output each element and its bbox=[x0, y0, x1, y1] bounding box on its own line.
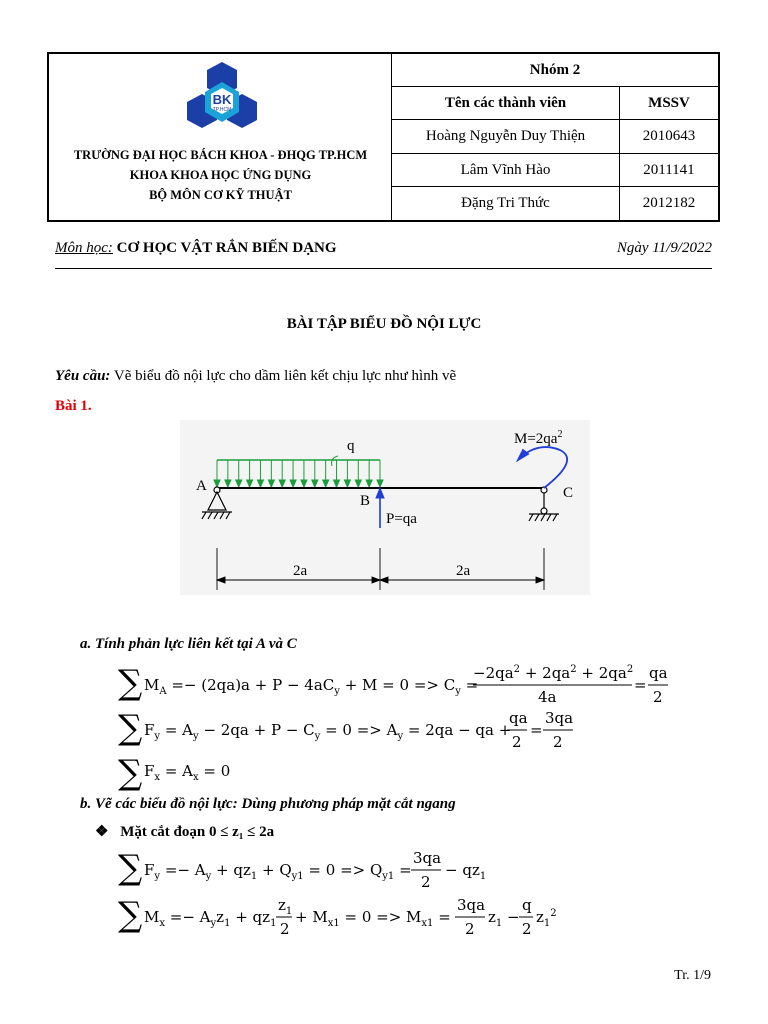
svg-text:2: 2 bbox=[421, 873, 431, 891]
force-label: P=qa bbox=[386, 511, 417, 527]
svg-text:−2qa2 + 2qa2 + 2qa2: $-2qa^2 + 2qa^2 + 2qa^2$ bbox=[473, 664, 634, 682]
load-label: q bbox=[347, 438, 355, 454]
svg-text:∑: ∑ bbox=[118, 708, 143, 748]
page-number: Tr. 1/9 bbox=[674, 968, 711, 983]
svg-text:Mx =− Ayz1 + qz1: $M_x =- A_yz_1 + qz_1$ bbox=[144, 908, 277, 929]
member-id: 2010643 bbox=[642, 128, 696, 144]
part-b-heading: b. Vẽ các biểu đồ nội lực: Dùng phương pháp mặt cắt ngang bbox=[80, 796, 456, 812]
svg-text:2: 2 bbox=[280, 920, 290, 938]
svg-text:Fx = Ax = 0: $F_x = A_x = 0$ bbox=[144, 762, 231, 783]
members-header: Tên các thành viên bbox=[392, 87, 620, 119]
point-c-label: C bbox=[563, 485, 574, 501]
svg-text:Fy = Ay − 2qa + P − Cy = 0 =>: $F_y = A_y - 2qa + P - C_y = 0 => A_y = 2qa$ − qa + bbox=[144, 721, 512, 742]
svg-text:qa: qa bbox=[649, 664, 668, 682]
point-b-label: B bbox=[360, 493, 371, 509]
course-name: CƠ HỌC VẬT RẮN BIẾN DẠNG bbox=[116, 240, 337, 256]
svg-text:∑: ∑ bbox=[118, 753, 143, 792]
dimension-2: 2a bbox=[456, 563, 471, 579]
equation-force-y bbox=[118, 705, 678, 755]
svg-text:∑: ∑ bbox=[118, 848, 143, 888]
moment-label: $M=2qa^2$ bbox=[514, 429, 563, 447]
svg-text:z1 −: $z_1$ − bbox=[488, 908, 520, 929]
part-a-heading: a. Tính phản lực liên kết tại A và C bbox=[80, 636, 297, 652]
svg-text:z12: $z_1^2$ bbox=[536, 908, 557, 929]
svg-text:3qa: 3qa bbox=[545, 709, 574, 727]
group-label: Nhóm 2 bbox=[529, 61, 581, 78]
svg-text:− qz1: − $qz_1$ bbox=[445, 861, 487, 882]
svg-text:2: 2 bbox=[522, 920, 532, 938]
university-logo bbox=[179, 60, 265, 132]
member-row bbox=[392, 120, 718, 154]
svg-text:2: 2 bbox=[465, 920, 475, 938]
svg-text:∑: ∑ bbox=[118, 895, 143, 935]
university-name: TRƯỜNG ĐẠI HỌC BÁCH KHOA - ĐHQG TP.HCM bbox=[73, 148, 368, 162]
equation-moment-a bbox=[118, 660, 678, 710]
problem-label: Bài 1. bbox=[55, 398, 92, 414]
svg-text:+ Mx1 = 0 => Mx1 =: + $M_{x1} = 0 => M_{x1}$ = bbox=[295, 908, 451, 929]
diamond-icon: ❖ bbox=[95, 824, 109, 840]
svg-text:4a: 4a bbox=[538, 688, 557, 706]
beam-figure bbox=[180, 420, 590, 605]
svg-text:2: 2 bbox=[653, 688, 663, 706]
requirement bbox=[55, 368, 456, 385]
member-name: Hoàng Nguyễn Duy Thiện bbox=[392, 120, 620, 153]
svg-text:3qa: 3qa bbox=[457, 896, 486, 914]
section-bullet bbox=[95, 822, 274, 841]
member-id: 2011141 bbox=[643, 161, 695, 178]
dimension-1: 2a bbox=[293, 563, 308, 579]
logo-text: BK bbox=[212, 92, 232, 107]
section-label: Mặt cắt đoạn 0 ≤ z₁ ≤ 2a bbox=[120, 824, 275, 840]
id-header: MSSV bbox=[648, 94, 690, 111]
faculty-name: KHOA KHOA HỌC ỨNG DỤNG bbox=[129, 168, 312, 182]
department-name: BỘ MÔN CƠ KỸ THUẬT bbox=[149, 188, 292, 202]
member-name: Lâm Vĩnh Hào bbox=[392, 154, 620, 186]
member-name: Đặng Tri Thức bbox=[392, 187, 620, 220]
course-line bbox=[55, 240, 712, 269]
requirement-text: Vẽ biểu đồ nội lực cho dầm liên kết chịu lực như hình vẽ bbox=[113, 368, 457, 384]
document-title: BÀI TẬP BIỂU ĐỒ NỘI LỰC bbox=[286, 316, 482, 332]
header-table bbox=[47, 52, 720, 222]
equation-shear bbox=[118, 845, 538, 895]
svg-text:=: = bbox=[530, 721, 543, 739]
requirement-label: Yêu cầu: bbox=[55, 368, 111, 384]
logo-subtext: TP.HCM bbox=[212, 107, 232, 113]
svg-text:=: = bbox=[634, 676, 647, 694]
point-a-label: A bbox=[196, 478, 207, 494]
members-header-row bbox=[392, 87, 718, 120]
course-info bbox=[55, 240, 337, 257]
svg-text:q: q bbox=[522, 896, 532, 914]
svg-text:2: 2 bbox=[553, 733, 563, 751]
svg-text:qa: qa bbox=[509, 709, 528, 727]
equation-force-x bbox=[118, 752, 418, 792]
members-table bbox=[392, 54, 718, 220]
equation-bending-moment bbox=[118, 892, 578, 942]
university-block bbox=[49, 54, 392, 220]
svg-text:∑: ∑ bbox=[118, 663, 143, 703]
member-row bbox=[392, 154, 718, 187]
svg-text:z1: $z_1$ bbox=[278, 896, 293, 917]
svg-text:Fy =− Ay + qz1 + Qy1 = 0 => Q: $F_y =- A_y + qz_1 + Q_{y1} = 0 => Q_{y1}$ = bbox=[144, 861, 412, 882]
svg-text:2: 2 bbox=[512, 733, 522, 751]
member-id: 2012182 bbox=[642, 195, 696, 211]
svg-text:3qa: 3qa bbox=[413, 849, 442, 867]
group-row bbox=[392, 54, 718, 87]
svg-text:MA =− (2qa)a + P − 4aCy + M =: $M_A =- (2qa)a + P - 4aC_y + M = 0 => C_y$ = bbox=[144, 676, 479, 697]
member-row bbox=[392, 187, 718, 220]
date: Ngày 11/9/2022 bbox=[616, 240, 712, 256]
course-label: Môn học: bbox=[55, 240, 113, 256]
